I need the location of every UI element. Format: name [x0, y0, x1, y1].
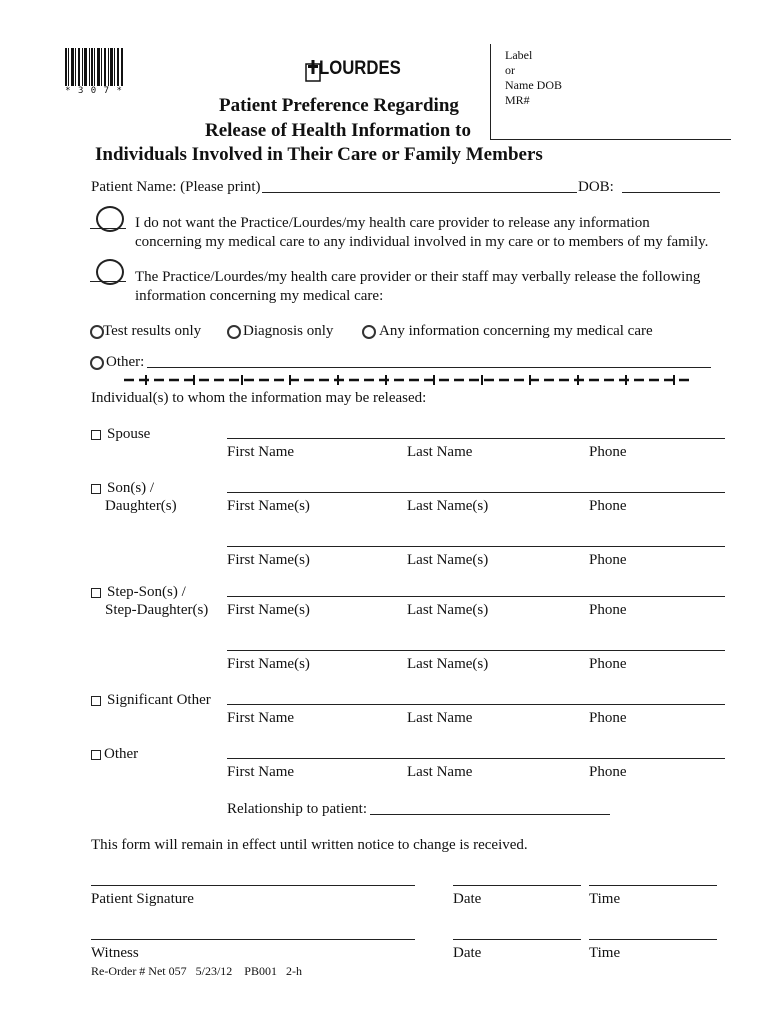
- patient-date-label: Date: [453, 891, 482, 907]
- test-results-radio[interactable]: [90, 325, 104, 339]
- other-relation-first-name-label: First Name: [227, 764, 295, 780]
- other-relation-checkbox[interactable]: [91, 750, 101, 760]
- verbal-release-text-line2: information concerning my medical care:: [135, 288, 384, 304]
- label-box-or: or: [505, 63, 515, 77]
- witness-date-label: Date: [453, 945, 482, 961]
- significant-other-first-name-label: First Name: [227, 710, 295, 726]
- no-release-text-line2: concerning my medical care to any individual involved in my care or to members of my family.: [135, 234, 709, 250]
- step-sons-label-line1: Step-Son(s) /: [107, 584, 186, 600]
- reorder-footer: Re-Order # Net 057 5/23/12 PB001 2-h: [91, 964, 302, 978]
- other-relation-phone-label: Phone: [589, 764, 627, 780]
- other-info-label: Other:: [106, 354, 145, 370]
- diagnosis-label: Diagnosis only: [243, 323, 334, 339]
- other-relation-label: Other: [104, 746, 139, 762]
- dob-label: DOB:: [578, 179, 614, 195]
- step-sons-last-name-label-1: Last Name(s): [407, 602, 489, 618]
- sons-label-line2: Daughter(s): [105, 498, 177, 514]
- step-sons-label-line2: Step-Daughter(s): [105, 602, 209, 618]
- step-sons-phone-label-2: Phone: [589, 656, 627, 672]
- barcode: [63, 46, 125, 88]
- label-box-label: Label: [505, 48, 533, 62]
- spouse-label: Spouse: [107, 426, 151, 442]
- step-sons-phone-label-1: Phone: [589, 602, 627, 618]
- step-sons-last-name-label-2: Last Name(s): [407, 656, 489, 672]
- relationship-field[interactable]: [370, 814, 610, 815]
- other-relation-last-name-label: Last Name: [407, 764, 473, 780]
- step-sons-entry-line-1[interactable]: [227, 596, 725, 597]
- patient-name-field[interactable]: [262, 192, 577, 193]
- sons-checkbox[interactable]: [91, 484, 101, 494]
- verbal-release-text-line1: The Practice/Lourdes/my health care provider or their staff may verbally release the following: [135, 269, 701, 285]
- spouse-checkbox[interactable]: [91, 430, 101, 440]
- title-line-3: Individuals Involved in Their Care or Family Members: [95, 144, 543, 165]
- witness-date-line[interactable]: [453, 939, 581, 940]
- step-sons-checkbox[interactable]: [91, 588, 101, 598]
- barcode-caption: * 3 0 7 *: [65, 86, 123, 96]
- significant-other-label: Significant Other: [107, 692, 211, 708]
- patient-date-line[interactable]: [453, 885, 581, 886]
- step-sons-first-name-label-2: First Name(s): [227, 656, 310, 672]
- logo-text: LOURDES: [319, 58, 401, 79]
- witness-label: Witness: [91, 945, 139, 961]
- title-line-1: Patient Preference Regarding: [219, 95, 459, 116]
- any-info-radio[interactable]: [362, 325, 376, 339]
- title-line-2: Release of Health Information to: [205, 120, 471, 141]
- relationship-label: Relationship to patient:: [227, 801, 367, 817]
- sons-last-name-label-2: Last Name(s): [407, 552, 489, 568]
- individuals-heading: Individual(s) to whom the information may be released:: [91, 390, 427, 406]
- sons-phone-label-1: Phone: [589, 498, 627, 514]
- diagnosis-radio[interactable]: [227, 325, 241, 339]
- patient-name-label: Patient Name: (Please print): [91, 179, 261, 195]
- no-release-text-line1: I do not want the Practice/Lourdes/my health care provider to release any information: [135, 215, 650, 231]
- sons-phone-label-2: Phone: [589, 552, 627, 568]
- sons-entry-line-2[interactable]: [227, 546, 725, 547]
- step-sons-entry-line-2[interactable]: [227, 650, 725, 651]
- other-relation-entry-line[interactable]: [227, 758, 725, 759]
- label-box-mr: MR#: [505, 93, 530, 107]
- dob-field[interactable]: [622, 192, 720, 193]
- spouse-last-name-label: Last Name: [407, 444, 473, 460]
- sons-first-name-label-2: First Name(s): [227, 552, 310, 568]
- patient-time-label: Time: [589, 891, 621, 907]
- witness-signature-line[interactable]: [91, 939, 415, 940]
- significant-other-last-name-label: Last Name: [407, 710, 473, 726]
- other-info-radio[interactable]: [90, 356, 104, 370]
- barcode-bars: [63, 46, 125, 88]
- spouse-entry-line[interactable]: [227, 438, 725, 439]
- label-box-name-dob: Name DOB: [505, 78, 562, 92]
- significant-other-phone-label: Phone: [589, 710, 627, 726]
- spouse-phone-label: Phone: [589, 444, 627, 460]
- significant-other-entry-line[interactable]: [227, 704, 725, 705]
- test-results-label: Test results only: [103, 323, 202, 339]
- no-release-initial-line: [90, 228, 126, 229]
- sons-label-line1: Son(s) /: [107, 480, 155, 496]
- sons-entry-line-1[interactable]: [227, 492, 725, 493]
- effective-notice: This form will remain in effect until written notice to change is received.: [91, 837, 528, 853]
- other-info-field[interactable]: [147, 367, 711, 368]
- sons-first-name-label-1: First Name(s): [227, 498, 310, 514]
- significant-other-checkbox[interactable]: [91, 696, 101, 706]
- witness-time-line[interactable]: [589, 939, 717, 940]
- step-sons-first-name-label-1: First Name(s): [227, 602, 310, 618]
- witness-time-label: Time: [589, 945, 621, 961]
- any-info-label: Any information concerning my medical care: [379, 323, 653, 339]
- verbal-release-initial-line: [90, 281, 126, 282]
- patient-time-line[interactable]: [589, 885, 717, 886]
- patient-signature-line[interactable]: [91, 885, 415, 886]
- patient-signature-label: Patient Signature: [91, 891, 194, 907]
- sons-last-name-label-1: Last Name(s): [407, 498, 489, 514]
- spouse-first-name-label: First Name: [227, 444, 295, 460]
- decorative-cross-divider: [124, 373, 690, 387]
